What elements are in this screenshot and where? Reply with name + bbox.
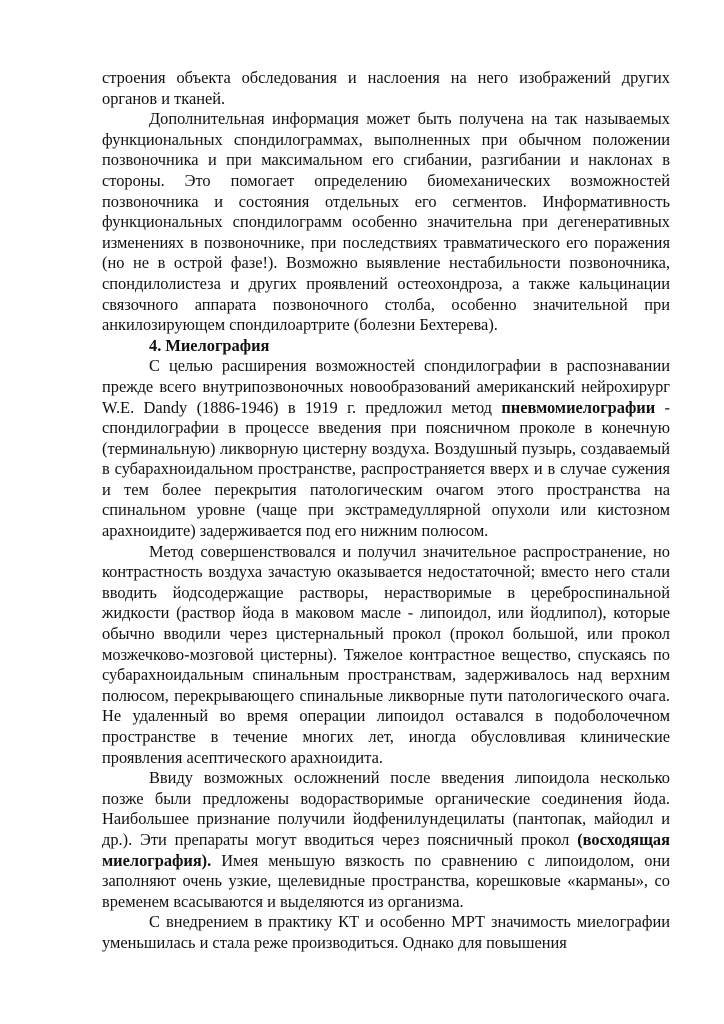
text-run: Ввиду возможных осложнений после введения липоидола несколько позже были предложены водорастворимые органические соединения йода. Наибольшее признание получили йодфенилундецилаты (пантопак, майодил и др.). Эти препараты могут вводиться через поясничный прокол — [102, 768, 670, 849]
paragraph-pneumomyelography — [102, 356, 670, 541]
bold-term-ascending-myelography: (восходящая миелография). — [102, 829, 670, 870]
text-run: Имея меньшую вязкость по сравнению с липоидолом, они заполняют очень узкие, щелевидные пространства, корешковые «карманы», со временем всасываются и выделяются из организма. — [102, 850, 670, 911]
paragraph-method-improvement: Метод совершенствовался и получил значительное распространение, но контрастность воздуха зачастую оказывается недостаточной; вместо него стали вводить йодсодержащие растворы, нерастворимые в цереброспинальной жидкости (раствор йода в маковом масле - липоидол, или йодлипол), которые обычно вводили через цистернальный прокол (прокол большой, или прокол мозжечково-мозговой цистерны). Тяжелое контрастное вещество, спускаясь по субарахноидальным спинальным пространствам, задерживалось над верхним полюсом, перекрывающего спинальные ликворные пути патологического очага. Не удаленный во время операции липоидол оставался в подоболочечном пространстве в течение многих лет, иногда обусловливая клинические проявления асептического арахноидита. — [102, 541, 670, 767]
paragraph-functional-spondylograms: Дополнительная информация может быть получена на так называемых функциональных спондилограммах, выполненных при обычном положении позвоночника и при максимальном его сгибании, разгибании и наклонах в стороны. Это помогает определению биомеханических возможностей позвоночника и состояния отдельных его сегментов. Информативность функциональных спондилограмм особенно значительна при дегенеративных изменениях в позвоночнике, при последствиях травматического его поражения (но не в острой фазе!). Возможно выявление нестабильности позвоночника, спондилолистеза и других проявлений остеохондроза, а также кальцинации связочного аппарата позвоночного столба, особенно значительной при анкилозирующем спондилоартрите (болезни Бехтерева). — [102, 109, 670, 335]
text-run: - спондилографии в процессе введения при поясничном проколе в конечную (терминальную) ликворную цистерну воздуха. Воздушный пузырь, создаваемый в субарахноидальном пространстве, распространяется вверх и в случае сужения и тем более перекрытия патологическим очагом этого пространства на спинальном уровне (чаще при экстрамедуллярной опухоли или кистозном арахноидите) задерживается под его нижним полюсом. — [102, 397, 670, 541]
paragraph-ct-mri: С внедрением в практику КТ и особенно МРТ значимость миелографии уменьшилась и стала реже производиться. Однако для повышения — [102, 912, 670, 952]
bold-term-pneumomyelography: пневмомиелографии — [501, 397, 656, 417]
text-run: С целью расширения возможностей спондилографии в распознавании прежде всего внутрипозвоночных новообразований американский нейрохирург W.E. Dandy (1886-1946) в 1919 г. предложил метод — [102, 356, 670, 417]
section-heading-myelography: 4. Миелография — [149, 335, 270, 355]
document-page — [102, 68, 670, 954]
paragraph-continuation: строения объекта обследования и наслоения на него изображений других органов и тканей. — [102, 68, 670, 108]
paragraph-water-soluble-contrast — [102, 768, 670, 912]
